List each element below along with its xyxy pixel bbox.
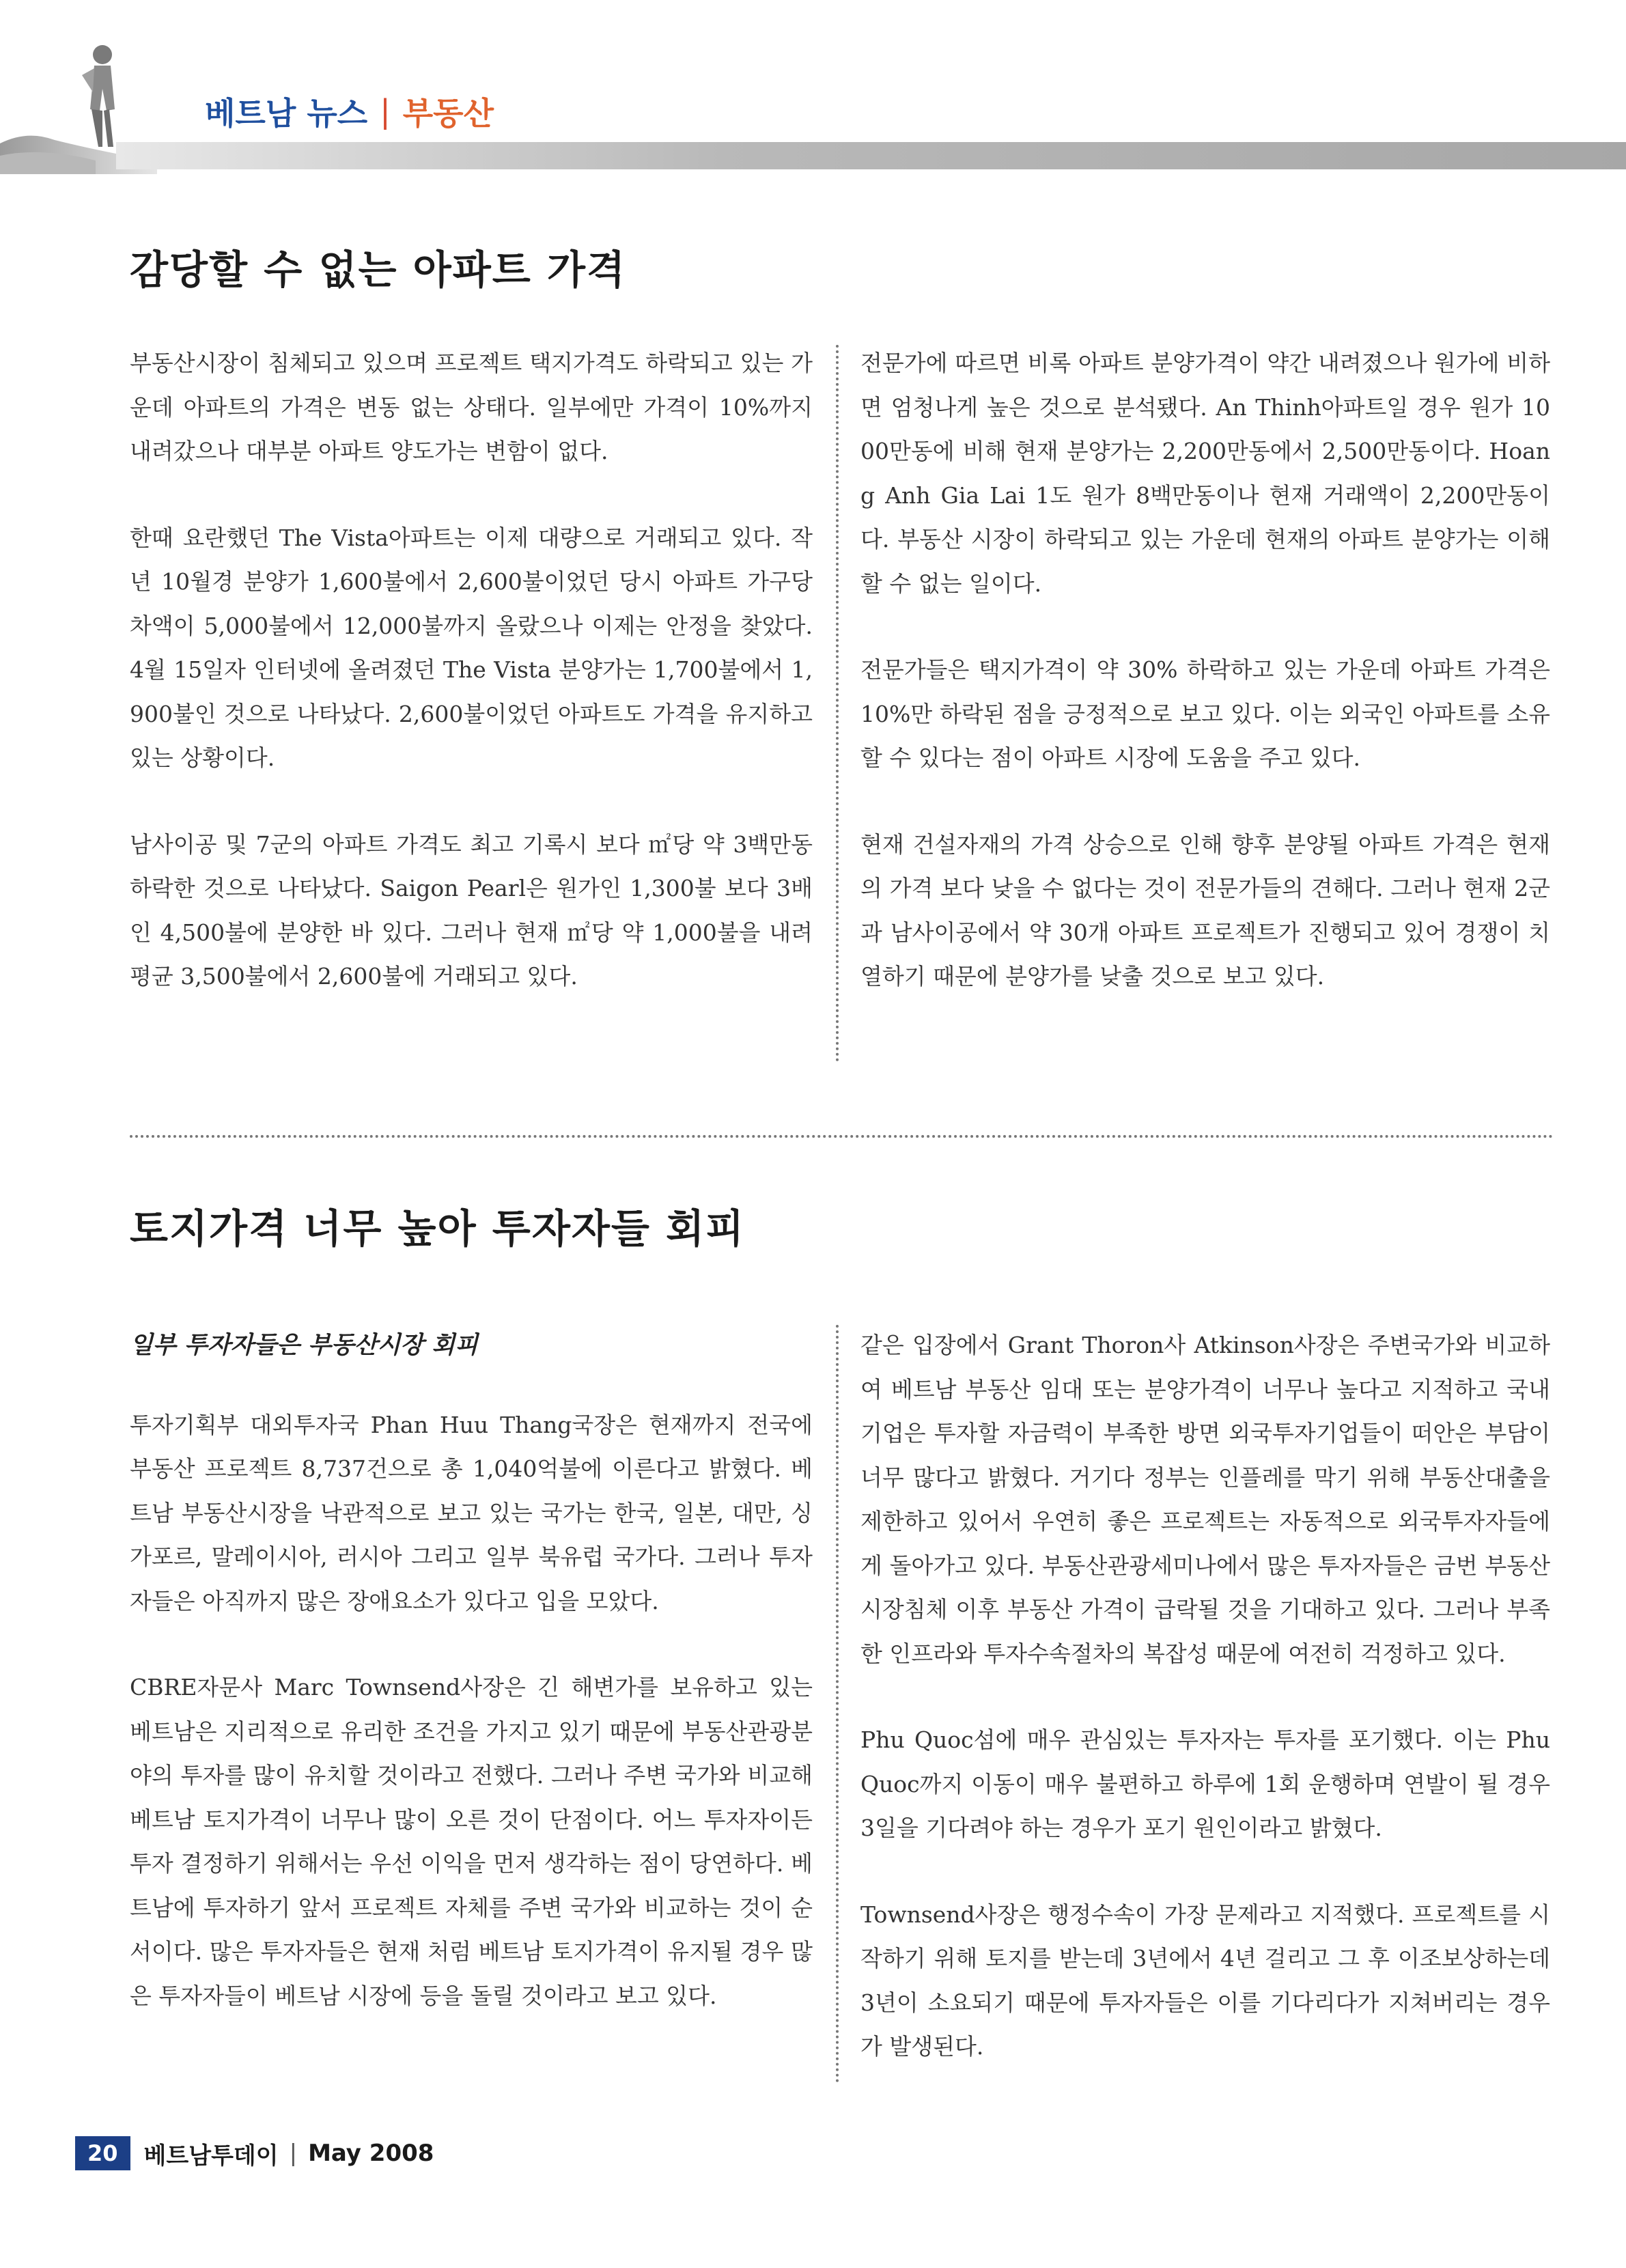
article-1-paragraph: 전문가들은 택지가격이 약 30% 하락하고 있는 가운데 아파트 가격은 10%만 하락된 점을 긍정적으로 보고 있다. 이는 외국인 아파트를 소유할 수 있다는 점이 아파트 시장에 도움을 주고 있다. (860, 656, 1550, 771)
header-separator: | (380, 93, 391, 130)
article-1-paragraph: 남사이공 및 7군의 아파트 가격도 최고 기록시 보다 ㎡당 약 3백만동 하락한 것으로 나타났다. Saigon Pearl은 원가인 1,300불 보다 3배인 4,500불에 분양한 바 있다. 그러나 현재 ㎡당 약 1,000불을 내려 평균 3,500불에서 2,600불에 거래되고 있다. (130, 830, 813, 990)
header-bar (116, 142, 1626, 169)
article-2-right-column (860, 1324, 1550, 2069)
article-2-paragraph: Phu Quoc섬에 매우 관심있는 투자자는 투자를 포기했다. 이는 Phu Quoc까지 이동이 매우 불편하고 하루에 1회 운행하며 연발이 될 경우 3일을 기다려야 하는 경우가 포기 원인이라고 밝혔다. (860, 1726, 1550, 1841)
article-2-paragraph: Townsend사장은 행정수속이 가장 문제라고 지적했다. 프로젝트를 시작하기 위해 토지를 받는데 3년에서 4년 걸리고 그 후 이조보상하는데 3년이 소요되기 때문에 투자자들은 이를 기다리다가 지쳐버리는 경우가 발생된다. (860, 1901, 1550, 2060)
article-1-paragraph: 한때 요란했던 The Vista아파트는 이제 대량으로 거래되고 있다. 작년 10월경 분양가 1,600불에서 2,600불이었던 당시 아파트 가구당 차액이 5,000불에서 12,000불까지 올랐으나 이제는 안정을 찾았다. 4월 15일자 인터넷에 올려졌던 The Vista 분양가는 1,700불에서 1,900불인 것으로 나타났다. 2,600불이었던 아파트도 가격을 유지하고 있는 상황이다. (130, 524, 813, 771)
article-2-paragraph: CBRE자문사 Marc Townsend사장은 긴 해변가를 보유하고 있는 베트남은 지리적으로 유리한 조건을 가지고 있기 때문에 부동산관광분야의 투자를 많이 유치할 것이라고 전했다. 그러나 주변 국가와 비교해 베트남 토지가격이 너무나 많이 오른 것이 단점이다. 어느 투자자이든 투자 결정하기 위해서는 우선 이익을 먼저 생각하는 점이 당연하다. 베트남에 투자하기 앞서 프로젝트 자체를 주변 국가와 비교하는 것이 순서이다. 많은 투자자들은 현재 처럼 베트남 토지가격이 유지될 경우 많은 투자자들이 베트남 시장에 등을 돌릴 것이라고 보고 있다. (130, 1674, 813, 2009)
article-1-paragraph: 전문가에 따르면 비록 아파트 분양가격이 약간 내려졌으나 원가에 비하면 엄청나게 높은 것으로 분석됐다. An Thinh아파트일 경우 원가 1000만동에 비해 현재 분양가는 2,200만동에서 2,500만동이다. Hoang Anh Gia Lai 1도 원가 8백만동이나 현재 거래액이 2,200만동이다. 부동산 시장이 하락되고 있는 가운데 현재의 아파트 분양가는 이해할 수 없는 일이다. (860, 350, 1550, 597)
article-1-paragraph: 현재 건설자재의 가격 상승으로 인해 향후 분양될 아파트 가격은 현재의 가격 보다 낮을 수 없다는 것이 전문가들의 견해다. 그러나 현재 2군과 남사이공에서 약 30개 아파트 프로젝트가 진행되고 있어 경쟁이 치열하기 때문에 분양가를 낮출 것으로 보고 있다. (860, 830, 1550, 990)
footer-separator: | (289, 2140, 298, 2167)
article-1-column-divider (836, 345, 839, 1062)
page-footer (75, 2136, 434, 2171)
article-2-paragraph: 같은 입장에서 Grant Thoron사 Atkinson사장은 주변국가와 비교하여 베트남 부동산 임대 또는 분양가격이 너무나 높다고 지적하고 국내기업은 투자할 자금력이 부족한 방면 외국투자기업들이 떠안은 부담이 너무 많다고 밝혔다. 거기다 정부는 인플레를 막기 위해 부동산대출을 제한하고 있어서 우연히 좋은 프로젝트는 자동적으로 외국투자자들에게 돌아가고 있다. 부동산관광세미나에서 많은 투자자들은 금번 부동산 시장침체 이후 부동산 가격이 급락될 것을 기대하고 있다. 그러나 부족한 인프라와 투자수속절차의 복잡성 때문에 여전히 걱정하고 있다. (860, 1332, 1550, 1667)
article-1-paragraph: 부동산시장이 침체되고 있으며 프로젝트 택지가격도 하락되고 있는 가운데 아파트의 가격은 변동 없는 상태다. 일부에만 가격이 10%까지 내려갔으나 대부분 아파트 양도가는 변함이 없다. (130, 350, 813, 464)
article-2-kicker: 일부 투자자들은 부동산시장 회피 (130, 1332, 478, 1359)
article-2-column-divider (836, 1325, 839, 2083)
issue-date: May 2008 (308, 2140, 434, 2167)
page-number: 20 (75, 2136, 130, 2170)
article-1-left-column (130, 341, 813, 999)
article-divider (130, 1135, 1554, 1138)
header-section-title (205, 87, 494, 135)
article-1-right-column (860, 341, 1550, 999)
article-2-left-column (130, 1324, 813, 2018)
article-1-headline: 감당할 수 없는 아파트 가격 (130, 247, 627, 293)
subsection-name: 부동산 (402, 95, 494, 132)
article-2-paragraph: 투자기획부 대외투자국 Phan Huu Thang국장은 현재까지 전국에 부동산 프로젝트 8,737건으로 총 1,040억불에 이른다고 밝혔다. 베트남 부동산시장을 낙관적으로 보고 있는 국가는 한국, 일본, 대만, 싱가포르, 말레이시아, 러시아 그리고 일부 북유럽 국가다. 그러나 투자자들은 아직까지 많은 장애요소가 있다고 입을 모았다. (130, 1411, 813, 1614)
article-2-headline: 토지가격 너무 높아 투자자들 회피 (130, 1205, 746, 1252)
magazine-name: 베트남투데이 (143, 2142, 279, 2170)
section-name: 베트남 뉴스 (205, 95, 368, 132)
